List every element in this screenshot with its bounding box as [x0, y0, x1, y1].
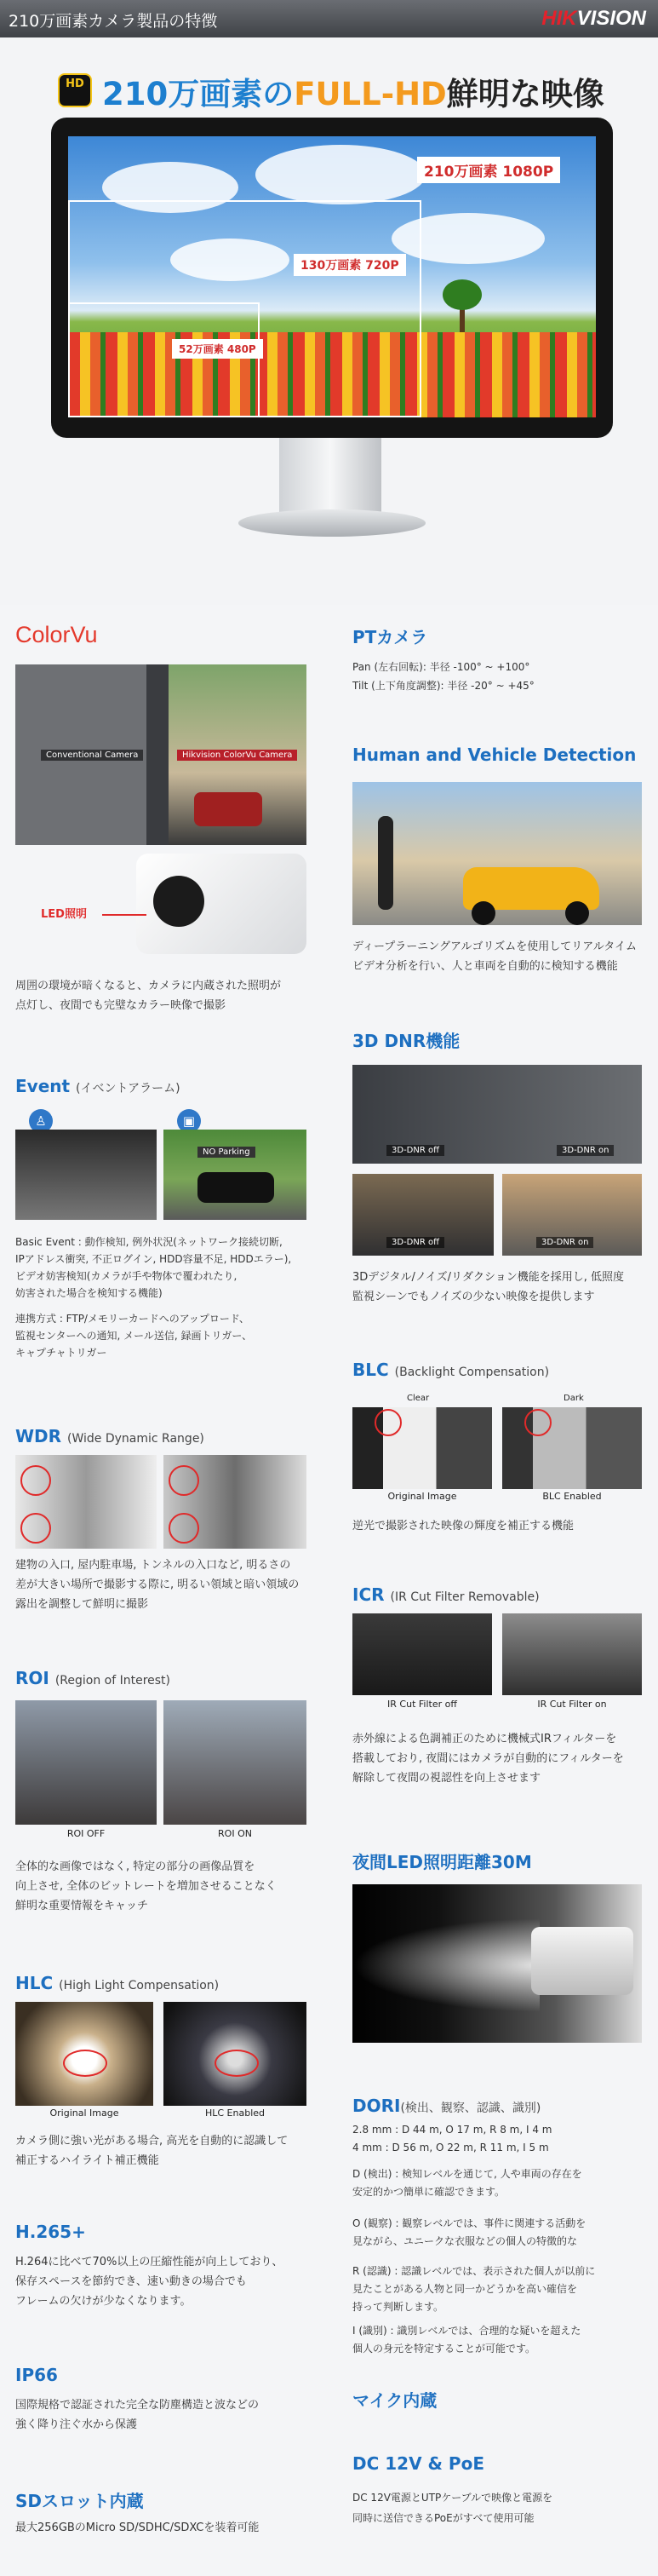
dori-specs: 2.8 mm : D 44 m, O 17 m, R 8 m, I 4 m 4 mm : D 56 m, O 22 m, R 11 m, I 5 m — [352, 2124, 552, 2153]
icr-on-caption: IR Cut Filter on — [537, 1699, 607, 1710]
no-parking-label: NO Parking — [197, 1147, 255, 1158]
dnr-title: 3D DNR機能 — [352, 1031, 461, 1051]
blc-title: BLC (Backlight Compensation) — [352, 1360, 550, 1380]
sd-title: SDスロット内蔵 — [15, 2491, 144, 2511]
pt-title: PTカメラ — [352, 627, 428, 647]
page-header — [0, 0, 658, 37]
dori-detect: D (検出) : 検知レベルを通じて, 人や車両の存在を 安定的かつ簡単に確認できます。 — [352, 2168, 582, 2198]
power-title: DC 12V & PoE — [352, 2453, 484, 2474]
roi-off-caption: ROI OFF — [66, 1828, 106, 1839]
icr-off-image — [352, 1613, 492, 1695]
header-title: 210万画素カメラ製品の特徴 — [9, 12, 218, 31]
hlc-original-image — [15, 2002, 153, 2106]
wdr-before-image — [15, 1455, 157, 1549]
colorvu-camera-image — [136, 854, 306, 954]
power-description: DC 12V電源とUTPケーブルで映像と電源を 同時に送信できるPoEがすべて使用可能 — [352, 2492, 553, 2524]
roi-on-image — [163, 1700, 306, 1825]
mic-title: マイク内蔵 — [352, 2390, 438, 2411]
wdr-description: 建物の入口, 屋内駐車場, トンネルの入口など, 明るさの 差が大きい場所で撮影する際に, 明るい領域と暗い領域の 露出を調整して鮮明に撮影 — [15, 1559, 300, 1611]
event-parking-image — [163, 1130, 306, 1220]
pt-description: Pan (左右回転): 半径 -100° ~ +100° Tilt (上下角度調整): 半径 -20° ~ +45° — [352, 661, 535, 692]
icr-off-caption: IR Cut Filter off — [387, 1699, 457, 1710]
resolution-comparison-image — [68, 136, 596, 417]
led-label: LED照明 — [41, 908, 87, 921]
hero-headline: 210万画素のFULL-HD鮮明な映像 — [102, 76, 604, 112]
hlc-title: HLC (High Light Compensation) — [15, 1973, 220, 1993]
ip66-title: IP66 — [15, 2365, 58, 2385]
blc-dark-label: Dark — [564, 1394, 584, 1403]
h265-title: H.265+ — [15, 2222, 86, 2242]
colorvu-logo: ColorVu — [15, 622, 98, 647]
dnr-night-image — [352, 1065, 642, 1164]
blc-clear-label: Clear — [407, 1394, 430, 1403]
monitor-base — [238, 509, 426, 537]
monitor-stand — [279, 438, 381, 515]
dnr-description: 3Dデジタル/ノイズ/リダクション機能を採用し, 低照度 監視シーンでもノイズの少ない映像を提供します — [352, 1271, 624, 1303]
wdr-title: WDR (Wide Dynamic Range) — [15, 1426, 204, 1446]
blc-enabled-caption: BLC Enabled — [542, 1491, 602, 1502]
dori-title: DORI(検出、観察、認識、識別) — [352, 2096, 541, 2116]
hvd-image — [352, 782, 642, 925]
res-1080-label: 210万画素 1080P — [417, 157, 560, 183]
brand-logo: HIKVISION — [541, 7, 646, 30]
event-motion-image — [15, 1130, 157, 1220]
hd-badge-icon: HD — [58, 73, 92, 107]
blc-enabled-image — [502, 1407, 642, 1489]
hvd-description: ディープラーニングアルゴリズムを使用してリアルタイム ビデオ分析を行い、人と車両を自動的に検知する機能 — [352, 940, 637, 973]
event-basic-description: Basic Event : 動作検知, 例外状況(ネットワーク接続切断, IPアドレス衝突, 不正ログイン, HDD容量不足, HDDエラー), ビデオ妨害検知(カメラが手や物体で覆われたり, 妨害された場合を検知する機能) — [15, 1236, 292, 1299]
res-480-label: 52万画素 480P — [172, 339, 263, 359]
hvd-title: Human and Vehicle Detection — [352, 745, 637, 765]
blc-original-caption: Original Image — [387, 1491, 457, 1502]
dnr-off-caption-1: 3D-DNR off — [386, 1145, 444, 1156]
icr-on-image — [502, 1613, 642, 1695]
ip66-description: 国際規格で認証された完全な防塵構造と波などの 強く降り注ぐ水から保護 — [15, 2399, 260, 2431]
roi-on-caption: ROI ON — [218, 1828, 252, 1839]
roi-title: ROI (Region of Interest) — [15, 1668, 171, 1688]
icr-title: ICR (IR Cut Filter Removable) — [352, 1584, 540, 1605]
roi-off-image — [15, 1700, 157, 1825]
led-distance-image — [352, 1884, 642, 2043]
dnr-on-image — [502, 1174, 642, 1256]
colorvu-description: 周囲の環境が暗くなると、カメラに内蔵された照明が 点灯し、夜間でも完璧なカラー映像で撮影 — [15, 980, 282, 1012]
dnr-on-caption-1: 3D-DNR on — [557, 1145, 614, 1156]
conventional-camera-caption: Conventional Camera — [41, 750, 143, 761]
event-title: Event (イベントアラーム) — [15, 1076, 180, 1096]
dnr-on-caption-2: 3D-DNR on — [536, 1237, 593, 1248]
blc-description: 逆光で撮影された映像の輝度を補正する機能 — [352, 1520, 575, 1532]
dnr-off-caption-2: 3D-DNR off — [386, 1237, 444, 1248]
h265-description: H.264に比べて70%以上の圧縮性能が向上しており、 保存スペースを節約でき、速い動きの場合でも フレームの欠けが少なくなります。 — [15, 2256, 283, 2308]
colorvu-comparison-image — [15, 664, 306, 845]
dori-recognize: R (認識) : 認識レベルでは、表示された個人が以前に 見たことがある人物と同一かどうかを高い確信を 持って判断します。 — [352, 2265, 596, 2313]
dori-identify: I (識別) : 識別レベルでは、合理的な疑いを超えた 個人の身元を特定することが可能です。 — [352, 2325, 581, 2355]
hlc-enabled-caption: HLC Enabled — [204, 2107, 266, 2119]
event-link-description: 連携方式 : FTP/メモリーカードへのアップロード、 監視センターへの通知, メール送信, 録画トリガー、 キャプチャトリガー — [15, 1313, 252, 1359]
blc-original-image — [352, 1407, 492, 1489]
led-distance-title: 夜間LED照明距離30M — [352, 1852, 532, 1872]
person-detect-icon: ♙ — [29, 1109, 53, 1133]
wdr-after-image — [163, 1455, 306, 1549]
sd-description: 最大256GBのMicro SD/SDHC/SDXCを装着可能 — [15, 2521, 260, 2534]
hlc-enabled-image — [163, 2002, 306, 2106]
roi-description: 全体的な画像ではなく, 特定の部分の画像品質を 向上させ, 全体のビットレートを増加させることなく 鮮明な重要情報をキャッチ — [15, 1860, 277, 1912]
vehicle-detect-icon: ▣ — [177, 1109, 201, 1133]
colorvu-camera-caption: Hikvision ColorVu Camera — [177, 750, 297, 761]
dnr-off-image — [352, 1174, 494, 1256]
icr-description: 赤外線による色調補正のために機械式IRフィルターを 搭載しており, 夜間にはカメラが自動的にフィルターを 解除して夜間の視認性を向上させます — [352, 1733, 624, 1785]
dori-observe: O (観察) : 観察レベルでは、事件に関連する活動を 見ながら、ユニークな衣服などの個人の特徴的な — [352, 2217, 586, 2247]
res-720-label: 130万画素 720P — [294, 254, 406, 276]
hlc-description: カメラ側に強い光がある場合, 高光を自動的に認識して 補正するハイライト補正機能 — [15, 2135, 289, 2167]
hlc-original-caption: Original Image — [49, 2107, 119, 2119]
